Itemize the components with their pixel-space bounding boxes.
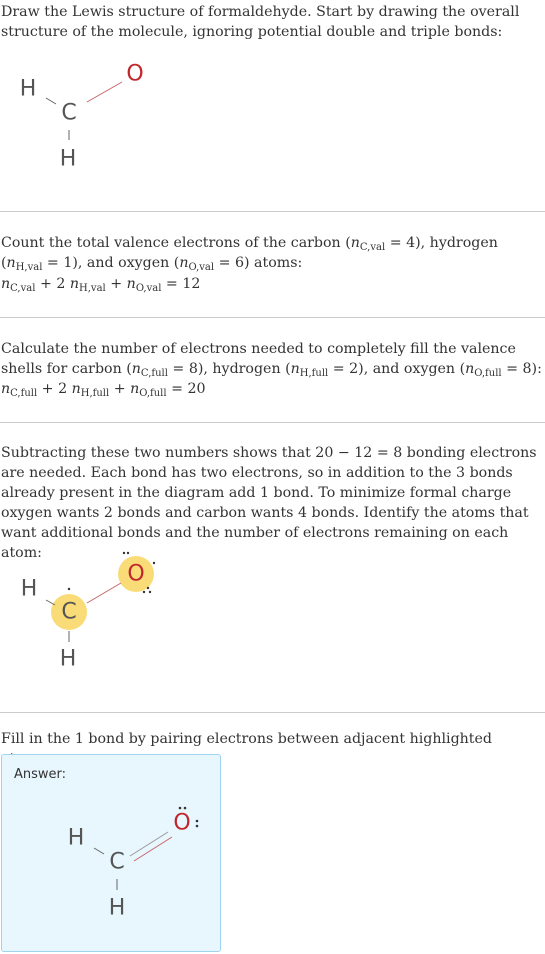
answer-box	[1, 754, 221, 952]
bond-h-c	[46, 600, 55, 605]
double-bond-c-o-2	[134, 837, 172, 861]
atom-o: O	[127, 561, 145, 587]
bond-h-c	[46, 98, 56, 104]
atom-c: C	[61, 599, 77, 625]
valence-count-text: Count the total valence electrons of the carbon $(n_{C,val} = 4)$, hydrogen $(n_{H,val} = 1)$, and oxygen $(n_{O,val} = 6)$ atoms:	[1, 235, 498, 273]
atom-h2: H	[59, 146, 77, 172]
atom-h2: H	[59, 646, 77, 672]
atom-c: C	[61, 100, 77, 126]
bonding-text: Subtracting these two numbers shows that 20 − 12 = 8 bonding electrons are needed. Each bond has two electrons, so in addition to the 3 bonds already present in the diagram add 1 bond. To minimize formal charge oxygen wants 2 bonds and carbon wants 4 bonds. Identify the atoms that want additional bonds and the number of electrons remaining on each atom:	[1, 445, 537, 561]
answer-molecule-diagram	[2, 795, 220, 945]
atom-o: O	[173, 810, 191, 836]
double-bond-c-o-1	[130, 832, 168, 856]
atom-h1: H	[20, 576, 38, 602]
valence-equation: $n_{C,val} + 2$ $n_{H,val} + n_{O,val} = 12$	[1, 276, 201, 294]
atom-h1: H	[67, 825, 85, 851]
divider	[0, 317, 545, 318]
full-shell-text: Calculate the number of electrons needed to completely fill the valence shells for carbon $(n_{C,full} = 8)$, hydrogen $(n_{H,full} = 2)$, and oxygen $(n_{O,full} = 8)$:	[1, 341, 542, 379]
bond-c-o	[87, 82, 122, 102]
intro-text: Draw the Lewis structure of formaldehyde. Start by drawing the overall structure of the molecule, ignoring potential double and triple bonds:	[1, 4, 520, 40]
fill-bond-text: Fill in the 1 bond by pairing electrons between adjacent highlighted	[1, 731, 492, 747]
molecule-highlighted-diagram	[0, 545, 200, 680]
atom-h2: H	[108, 895, 126, 921]
atom-c: C	[109, 849, 125, 875]
divider	[0, 712, 545, 713]
bond-h-c	[94, 848, 104, 854]
answer-label: Answer:	[14, 767, 67, 782]
divider	[0, 422, 545, 423]
atom-h1: H	[19, 76, 37, 102]
bond-c-o	[87, 583, 121, 603]
full-shell-equation: $n_{C,full} + 2$ $n_{H,full} + n_{O,full} = 20$	[1, 381, 206, 399]
divider	[0, 211, 545, 212]
molecule-skeleton-diagram	[0, 55, 200, 190]
atom-o: O	[126, 61, 144, 87]
